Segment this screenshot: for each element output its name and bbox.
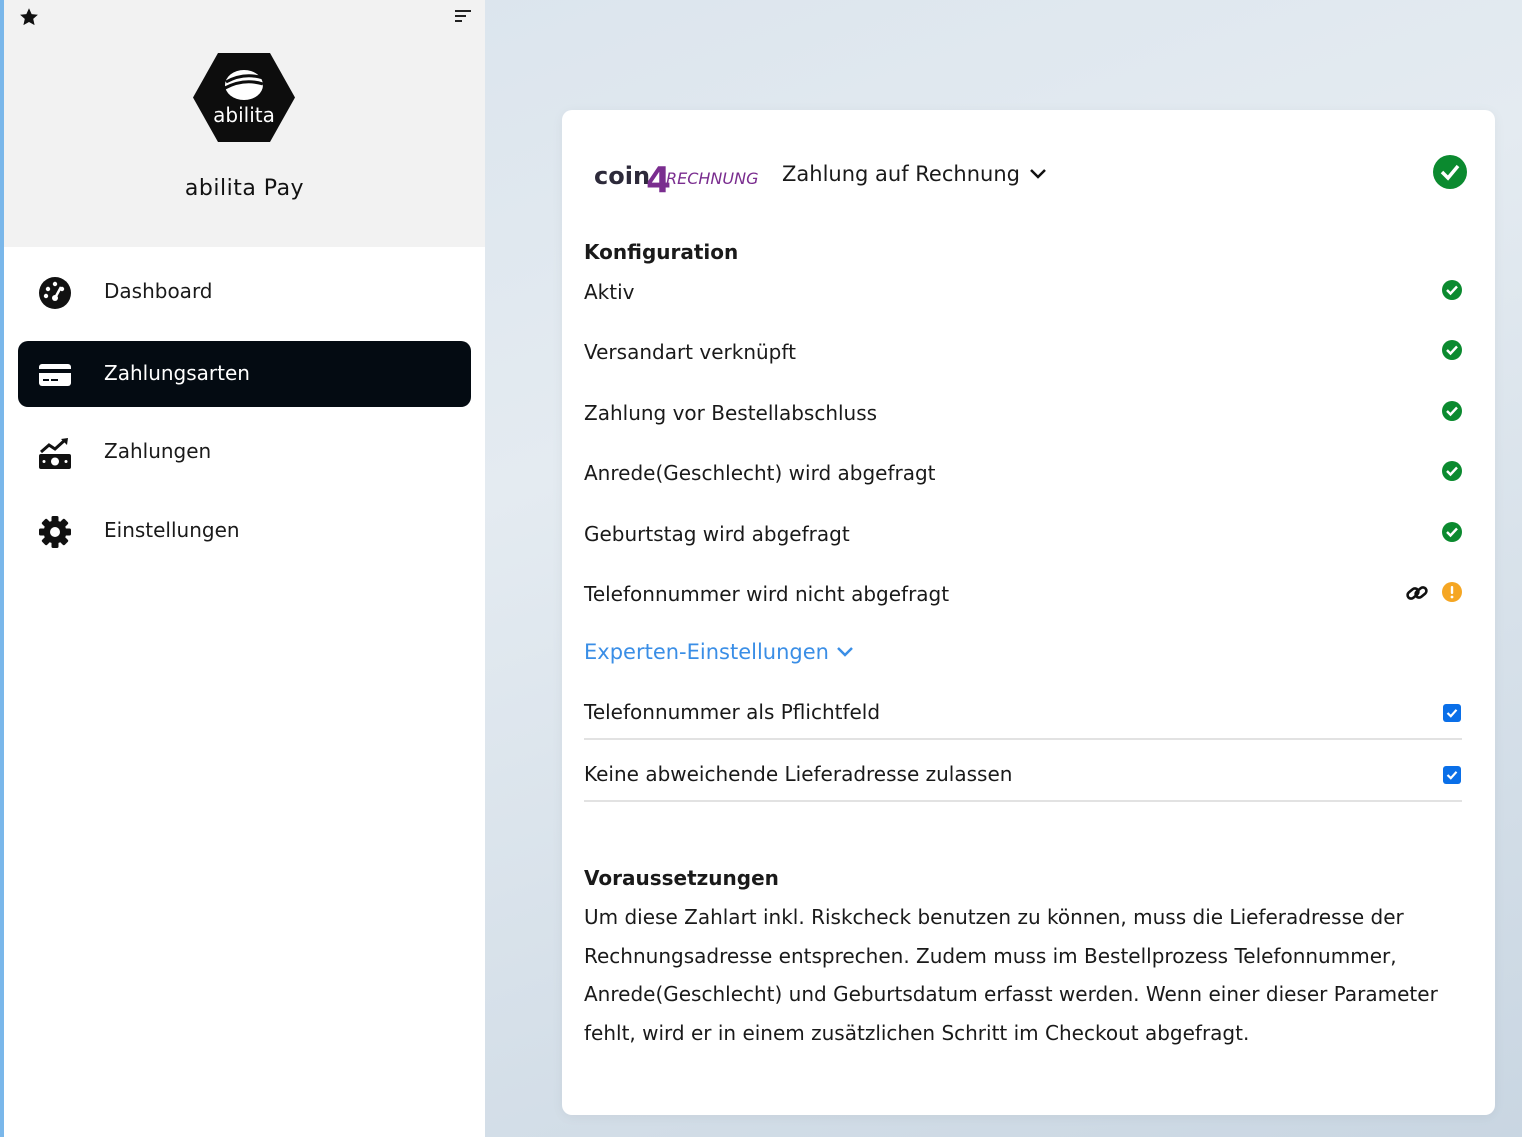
sidebar-header bbox=[4, 0, 485, 247]
check-circle-icon bbox=[1441, 460, 1463, 482]
expert-settings-label: Experten-Einstellungen bbox=[584, 640, 829, 664]
chevron-down-icon bbox=[835, 642, 855, 662]
expert-option-row bbox=[584, 750, 1462, 802]
warning-circle-icon bbox=[1441, 581, 1463, 603]
provider-logo-suffix: RECHNUNG bbox=[666, 169, 759, 188]
status-ok-icon bbox=[1432, 154, 1468, 190]
config-row bbox=[584, 336, 1464, 370]
sidebar-item-label: Zahlungen bbox=[104, 439, 212, 463]
config-row bbox=[584, 276, 1464, 310]
brand-name: abilita Pay bbox=[184, 176, 305, 201]
payment-method-label: Zahlung auf Rechnung bbox=[782, 162, 1020, 186]
link-icon[interactable] bbox=[1404, 580, 1430, 606]
provider-logo-brand: coin bbox=[594, 162, 651, 190]
check-circle-icon bbox=[1441, 400, 1463, 422]
coin4-rechnung-logo bbox=[594, 154, 759, 201]
dashboard-gauge-icon bbox=[38, 276, 72, 310]
config-row bbox=[584, 397, 1464, 431]
checkmark-icon bbox=[1445, 706, 1459, 720]
money-chart-icon bbox=[38, 436, 72, 470]
star-icon[interactable] bbox=[18, 6, 40, 28]
config-title: Konfiguration bbox=[584, 240, 739, 264]
sidebar-item-dashboard[interactable] bbox=[18, 259, 471, 325]
config-row-label: Versandart verknüpft bbox=[584, 340, 796, 364]
requirements-title: Voraussetzungen bbox=[584, 866, 779, 890]
provider-logo-digit: 4 bbox=[646, 160, 672, 201]
payment-method-select[interactable] bbox=[782, 162, 1048, 186]
abilita-logo bbox=[192, 52, 296, 143]
expert-option-label: Keine abweichende Lieferadresse zulassen bbox=[584, 762, 1013, 786]
config-row-label: Aktiv bbox=[584, 280, 635, 304]
sidebar-item-einstellungen[interactable] bbox=[18, 498, 471, 564]
chevron-down-icon bbox=[1028, 164, 1048, 184]
no-alt-delivery-checkbox[interactable] bbox=[1443, 766, 1461, 784]
expert-option-label: Telefonnummer als Pflichtfeld bbox=[584, 700, 881, 724]
expert-settings-toggle[interactable] bbox=[584, 640, 855, 664]
sidebar-item-zahlungen[interactable] bbox=[18, 419, 471, 485]
gear-icon bbox=[38, 515, 72, 549]
requirements-text: Um diese Zahlart inkl. Riskcheck benutzen zu können, muss die Lieferadresse der Rechnungsadresse entsprechen. Zudem muss im Bestellprozess Telefonnummer, Anrede(Geschlecht) und Geburtsdatum erfasst werden. Wenn einer dieser Parameter fehlt, wird er in einem zusätzlichen Schritt im Checkout abgefragt. bbox=[584, 905, 1438, 1045]
config-row bbox=[584, 518, 1464, 552]
config-row bbox=[584, 457, 1464, 491]
config-row-label: Telefonnummer wird nicht abgefragt bbox=[584, 582, 950, 606]
sidebar bbox=[4, 0, 485, 1137]
check-circle-icon bbox=[1441, 279, 1463, 301]
sidebar-item-label: Einstellungen bbox=[104, 518, 240, 542]
checkmark-icon bbox=[1445, 768, 1459, 782]
sidebar-item-label: Dashboard bbox=[104, 279, 213, 303]
config-row-label: Zahlung vor Bestellabschluss bbox=[584, 401, 878, 425]
config-row-label: Geburtstag wird abgefragt bbox=[584, 522, 850, 546]
check-circle-icon bbox=[1441, 521, 1463, 543]
phone-required-checkbox[interactable] bbox=[1443, 704, 1461, 722]
check-circle-icon bbox=[1441, 339, 1463, 361]
credit-card-icon bbox=[38, 358, 72, 392]
config-row-label: Anrede(Geschlecht) wird abgefragt bbox=[584, 461, 936, 485]
payment-method-card bbox=[562, 110, 1495, 1115]
expert-option-row bbox=[584, 688, 1462, 740]
sidebar-item-label: Zahlungsarten bbox=[104, 361, 250, 385]
logo-wordmark: abilita bbox=[213, 103, 275, 127]
config-row bbox=[584, 578, 1464, 612]
menu-toggle-icon[interactable] bbox=[454, 7, 472, 25]
sidebar-item-zahlungsarten[interactable] bbox=[18, 341, 471, 407]
